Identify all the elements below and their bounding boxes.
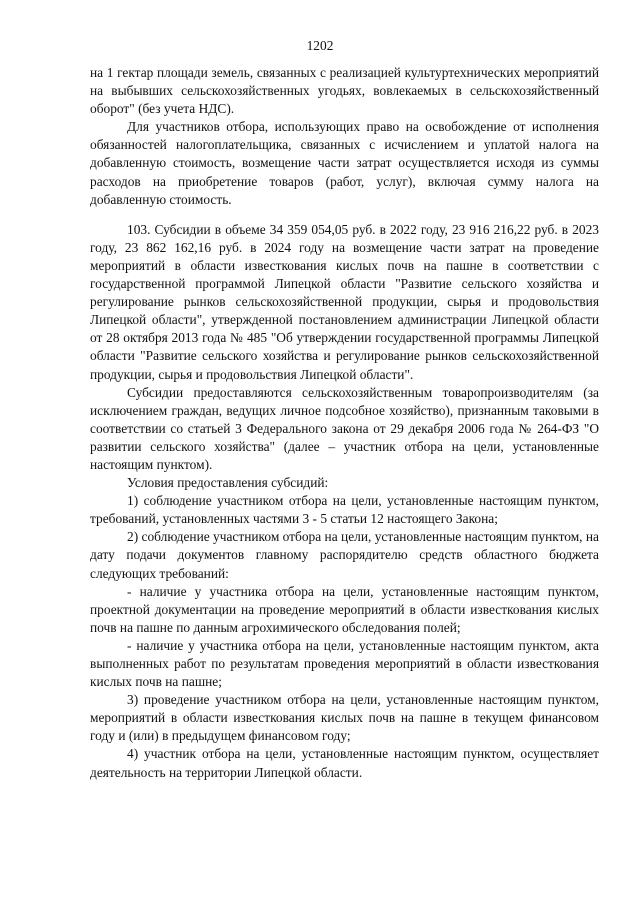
paragraph-condition-2-bullet-2: - наличие у участника отбора на цели, установленные настоящим пунктом, акта выполненных работ по результатам проведения мероприятий в области известкования кислых почв на пашне; <box>90 637 599 690</box>
paragraph-condition-2-bullet-1: - наличие у участника отбора на цели, установленные настоящим пунктом, проектной документации на проведение мероприятий в области известкования кислых почв на пашне по данным агрохимического обследования полей; <box>90 583 599 635</box>
page-number: 1202 <box>306 38 334 53</box>
document-body <box>90 64 599 782</box>
paragraph-condition-3: 3) проведение участником отбора на цели, установленные настоящим пунктом, мероприятий в области известкования кислых почв на пашне в текущем финансовом году и (или) в предыдущем финансовом году; <box>90 692 599 744</box>
paragraph-condition-2: 2) соблюдение участником отбора на цели, установленные настоящим пунктом, на дату подачи документов главному распорядителю средств областного бюджета следующих требований: <box>90 529 599 581</box>
paragraph-gap <box>90 209 599 221</box>
paragraph-item-103: 103. Субсидии в объеме 34 359 054,05 руб. в 2022 году, 23 916 216,22 руб. в 2023 году, 23 862 162,16 руб. в 2024 году на возмещение части затрат на проведение мероприятий в области известкования кислых почв на пашне в соответствии с государственной программой Липецкой области "Развитие сельского хозяйства и регулирование рынков сельскохозяйственной продукции, сырья и продовольствия Липецкой области", утвержденной постановлением администрации Липецкой области от 28 октября 2013 года № 485 "Об утверждении государственной программы Липецкой области "Развитие сельского хозяйства и регулирование рынков сельскохозяйственной продукции, сырья и продовольствия Липецкой области". <box>90 221 599 382</box>
paragraph-condition-1: 1) соблюдение участником отбора на цели, установленные настоящим пунктом, требований, установленных частями 3 - 5 статьи 12 настоящего Закона; <box>90 493 599 527</box>
paragraph-vat-note: Для участников отбора, использующих право на освобождение от исполнения обязанностей налогоплательщика, связанных с исчислением и уплатой налога на добавленную стоимость, возмещение части затрат осуществляется исходя из суммы расходов на приобретение товаров (работ, услуг), включая сумму налога на добавленную стоимость. <box>90 119 599 207</box>
paragraph-continuation: на 1 гектар площади земель, связанных с реализацией культуртехнических мероприятий на выбывших сельскохозяйственных угодьях, вовлекаемых в сельскохозяйственный оборот" (без учета НДС). <box>90 65 599 117</box>
paragraph-condition-4: 4) участник отбора на цели, установленные настоящим пунктом, осуществляет деятельность на территории Липецкой области. <box>90 746 599 780</box>
paragraph-recipients: Субсидии предоставляются сельскохозяйственным товаропроизводителям (за исключением граждан, ведущих личное подсобное хозяйство), признанным таковыми в соответствии со статьей 3 Федерального закона от 29 декабря 2006 года № 264-ФЗ "О развитии сельского хозяйства" (далее – участник отбора на цели, установленные настоящим пунктом). <box>90 384 599 472</box>
paragraph-conditions-heading: Условия предоставления субсидий: <box>127 475 329 491</box>
